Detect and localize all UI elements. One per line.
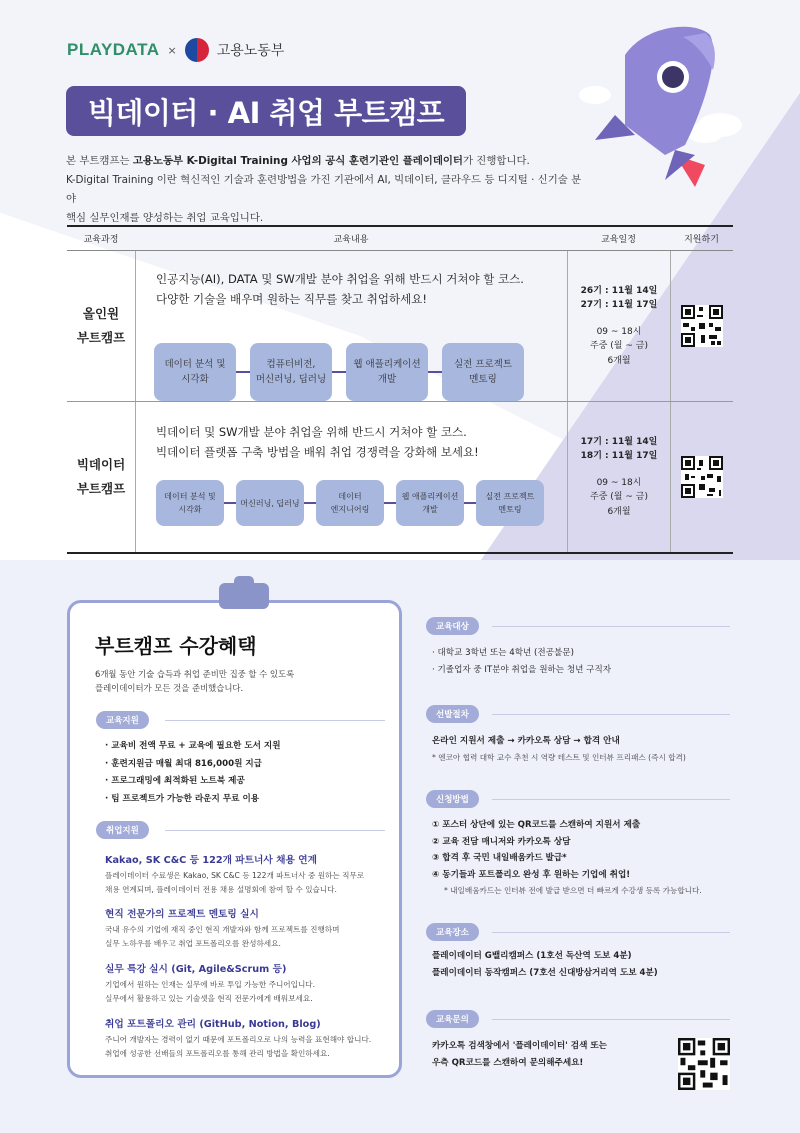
job-item-text: 국내 유수의 기업에 재직 중인 현직 개발자와 함께 프로젝트를 진행하며	[105, 925, 340, 934]
job-item-heading: 취업 포트폴리오 관리 (GitHub, Notion, Blog)	[105, 1019, 321, 1030]
curriculum-step	[250, 343, 332, 401]
col-header-apply: 지원하기	[684, 235, 719, 245]
table-row	[67, 251, 733, 402]
job-item-text: 채용 연계되며, 플레이데이터 전용 채용 설명회에 참여 할 수 있습니다.	[105, 884, 337, 894]
place-text	[432, 948, 658, 981]
list-item: · 훈련지원금 매월 최대 816,000원 지급	[105, 758, 262, 769]
cohort-date: 27기 : 11월 17일	[580, 300, 658, 311]
target-line: · 기졸업자 중 IT분야 취업을 원하는 청년 구직자	[432, 664, 612, 675]
step-label: 데이터	[338, 492, 362, 501]
section-divider	[492, 626, 730, 627]
job-item-heading: 실무 특강 실시 (Git, Agile&Scrum 등)	[105, 964, 287, 975]
course-description	[156, 269, 524, 309]
curriculum-step	[154, 343, 236, 401]
curriculum-step	[156, 480, 224, 526]
intro-line2: K-Digital Training 이란 혁신적인 기술과 훈련방법을 가진 기관에서 AI, 빅데이터, 클라우드 등 디지털 · 신기술 분야	[66, 174, 582, 205]
step-connector	[384, 502, 396, 504]
step-label: 데이터 분석 및	[164, 492, 216, 501]
section-label-target: 교육대상	[426, 617, 479, 635]
step-label: 시각화	[178, 505, 202, 514]
schedule-days: 주중 (월 ~ 금)	[590, 492, 648, 503]
step-label: 개발	[422, 505, 438, 514]
qr-code-icon[interactable]	[681, 456, 723, 498]
step-label: 실전 프로젝트	[485, 492, 535, 501]
curriculum-step	[236, 480, 304, 526]
step-connector	[428, 371, 442, 373]
course-desc-line1: 인공지능(AI), DATA 및 SW개발 분야 취업을 위해 반드시 거쳐야 할 코스.	[156, 272, 524, 286]
apply-steps	[432, 817, 702, 900]
selection-steps: 온라인 지원서 제출 → 카카오톡 상담 → 합격 안내	[432, 736, 620, 746]
intro-text	[66, 152, 586, 228]
table-row	[67, 402, 733, 552]
apply-note: * 내일배움카드는 인터뷰 전에 발급 받으면 더 빠르게 수강생 등록 가능합니다.	[444, 886, 702, 895]
section-divider	[492, 932, 730, 933]
step-connector	[236, 371, 250, 373]
cohort-date: 17기 : 11월 14일	[580, 436, 658, 447]
course-content-cell	[135, 251, 567, 401]
inquiry-line: 우측 QR코드를 스캔하여 문의해주세요!	[432, 1057, 584, 1068]
list-item: · 프로그래밍에 최적화된 노트북 제공	[105, 776, 245, 786]
intro-line1-prefix: 본 부트캠프는	[66, 155, 133, 167]
course-name-line1: 올인원	[82, 306, 120, 321]
place-line: 플레이데이터 동작캠퍼스 (7호선 신대방삼거리역 도보 4분)	[432, 967, 658, 978]
step-label: 시각화	[181, 374, 209, 385]
schedule-duration: 6개월	[607, 355, 631, 366]
job-support-item	[105, 961, 385, 1005]
ministry-name: 고용노동부	[216, 43, 285, 59]
selection-text	[432, 733, 686, 766]
intro-line1-bold: 고용노동부 K-Digital Training 사업의 공식 훈련기관인 플레이데이터	[132, 155, 463, 167]
section-divider	[165, 830, 385, 831]
step-label: 머신러닝, 딥러닝	[240, 498, 300, 508]
step-connector	[332, 371, 346, 373]
target-line: · 대학교 3학년 또는 4학년 (전공불문)	[432, 648, 574, 658]
curriculum-step	[316, 480, 384, 526]
course-name-line2: 부트캠프	[76, 330, 126, 345]
course-desc-line2: 빅데이터 플랫폼 구축 방법을 배워 취업 경쟁력을 강화해 보세요!	[156, 445, 479, 459]
benefits-sub-line1: 6개월 동안 기술 습득과 취업 준비만 집중 할 수 있도록	[95, 669, 295, 679]
step-label: 개발	[377, 374, 397, 385]
selection-note: * 엔코아 협력 대학 교수 추천 시 역량 테스트 및 인터뷰 프리패스 (즉시 합격)	[432, 752, 686, 762]
section-divider	[165, 720, 385, 721]
col-header-schedule: 교육일정	[601, 235, 636, 245]
section-label-selection: 선발절차	[426, 705, 479, 723]
course-description	[156, 422, 479, 462]
logo-separator: ×	[167, 43, 177, 57]
qr-code-icon[interactable]	[678, 1038, 730, 1090]
apply-step: ① 포스터 상단에 있는 QR코드를 스캔하여 지원서 제출	[432, 820, 641, 830]
job-item-text: 실무 노하우를 배우고 취업 포트폴리오를 완성하세요.	[105, 938, 281, 948]
course-desc-line1: 빅데이터 및 SW개발 분야 취업을 위해 반드시 거쳐야 할 코스.	[156, 425, 467, 439]
course-name-line1: 빅데이터	[76, 457, 126, 472]
list-item: · 팀 프로젝트가 가능한 라운지 무료 이용	[105, 793, 260, 804]
col-header-course: 교육과정	[83, 235, 119, 245]
job-item-text: 실무에서 활용하고 있는 기술셋을 현직 전문가에게 배워보세요.	[105, 993, 313, 1003]
clipboard-clip-icon	[219, 583, 269, 609]
apply-step: ③ 합격 후 국민 내일배움카드 발급*	[432, 853, 567, 863]
step-label: 웹 애플리케이션	[401, 492, 459, 501]
job-item-text: 플레이데이터 수료생은 Kakao, SK C&C 등 122개 파트너사 중 원하는 직무로	[105, 871, 365, 880]
course-name-cell	[67, 251, 135, 401]
schedule-duration: 6개월	[607, 506, 631, 517]
schedule	[581, 435, 658, 520]
apply-step: ④ 동기들과 포트폴리오 완성 후 원하는 기업에 취업!	[432, 869, 631, 880]
apply-step: ② 교육 전담 매니저와 카카오톡 상담	[432, 836, 571, 847]
job-support-item	[105, 852, 385, 896]
col-header-content: 교육내용	[333, 235, 369, 245]
list-item: · 교육비 전액 무료 + 교육에 필요한 도서 지원	[105, 741, 281, 751]
step-label: 멘토링	[498, 505, 522, 514]
intro-line3: 핵심 실무인재를 양성하는 취업 교육입니다.	[66, 212, 264, 224]
step-connector	[224, 502, 236, 504]
section-label-apply: 신청방법	[426, 790, 479, 808]
job-item-text: 기업에서 원하는 인재는 실무에 바로 투입 가능한 주니어입니다.	[105, 980, 316, 989]
place-line: 플레이데이터 G밸리캠퍼스 (1호선 독산역 도보 4분)	[432, 951, 632, 961]
page-title: 빅데이터 · AI 취업 부트캠프	[66, 86, 466, 136]
support-list	[105, 738, 281, 808]
table-header	[67, 227, 733, 251]
schedule-time: 09 ~ 18시	[596, 326, 642, 337]
curriculum-step	[442, 343, 524, 401]
section-label-support: 교육지원	[96, 711, 149, 729]
step-label: 데이터 분석 및	[164, 359, 226, 370]
curriculum-step	[476, 480, 544, 526]
section-label-job: 취업지원	[96, 821, 149, 839]
logo-row	[67, 38, 284, 62]
benefits-title: 부트캠프 수강혜택	[95, 634, 257, 658]
step-label: 컴퓨터비전,	[266, 359, 316, 370]
schedule-cell	[567, 251, 670, 401]
benefits-subtitle	[95, 667, 375, 695]
cohort-date: 26기 : 11월 14일	[580, 285, 658, 296]
curriculum-steps	[154, 343, 524, 401]
step-label: 엔지니어링	[330, 505, 370, 514]
job-item-heading: Kakao, SK C&C 등 122개 파트너사 채용 연계	[105, 855, 317, 866]
section-divider	[492, 1019, 730, 1020]
job-item-text: 취업에 성공한 선배들의 포트폴리오를 통해 관리 방법을 확인하세요.	[105, 1048, 330, 1058]
schedule	[581, 284, 658, 369]
cohort-date: 18기 : 11월 17일	[580, 451, 658, 462]
section-divider	[492, 714, 730, 715]
inquiry-line: 카카오톡 검색창에서 '플레이데이터' 검색 또는	[432, 1041, 607, 1051]
apply-cell	[670, 251, 733, 401]
schedule-time: 09 ~ 18시	[596, 477, 642, 488]
section-label-place: 교육장소	[426, 923, 479, 941]
step-label: 멘토링	[469, 374, 497, 385]
course-name-line2: 부트캠프	[76, 481, 126, 496]
curriculum-steps	[156, 480, 544, 526]
course-desc-line2: 다양한 기술을 배우며 원하는 직무를 찾고 취업하세요!	[156, 292, 427, 306]
inquiry-text	[432, 1038, 607, 1071]
schedule-days: 주중 (월 ~ 금)	[590, 341, 648, 352]
qr-code-icon[interactable]	[681, 305, 723, 347]
ministry-emblem-icon	[185, 38, 209, 62]
curriculum-step	[346, 343, 428, 401]
apply-cell	[670, 402, 733, 552]
course-table	[67, 225, 733, 554]
target-text	[432, 645, 611, 678]
step-label: 실전 프로젝트	[453, 359, 513, 370]
schedule-cell	[567, 402, 670, 552]
job-item-text: 주니어 개발자는 경력이 없기 때문에 포트폴리오로 나의 능력을 표현해야 합니다.	[105, 1035, 372, 1044]
job-support-item	[105, 1016, 385, 1060]
playdata-logo: PLAYDATA	[67, 40, 160, 59]
course-content-cell	[135, 402, 567, 552]
job-item-heading: 현직 전문가의 프로젝트 멘토링 실시	[105, 909, 259, 920]
step-label: 머신러닝, 딥러닝	[255, 374, 327, 385]
intro-line1-suffix: 가 진행합니다.	[462, 155, 530, 167]
section-divider	[492, 799, 730, 800]
step-label: 웹 애플리케이션	[353, 359, 421, 370]
course-name-cell	[67, 402, 135, 552]
section-label-inquiry: 교육문의	[426, 1010, 479, 1028]
benefits-sub-line2: 플레이데이터가 모든 것을 준비했습니다.	[95, 683, 244, 693]
step-connector	[464, 502, 476, 504]
step-connector	[304, 502, 316, 504]
curriculum-step	[396, 480, 464, 526]
job-support-item	[105, 906, 385, 950]
